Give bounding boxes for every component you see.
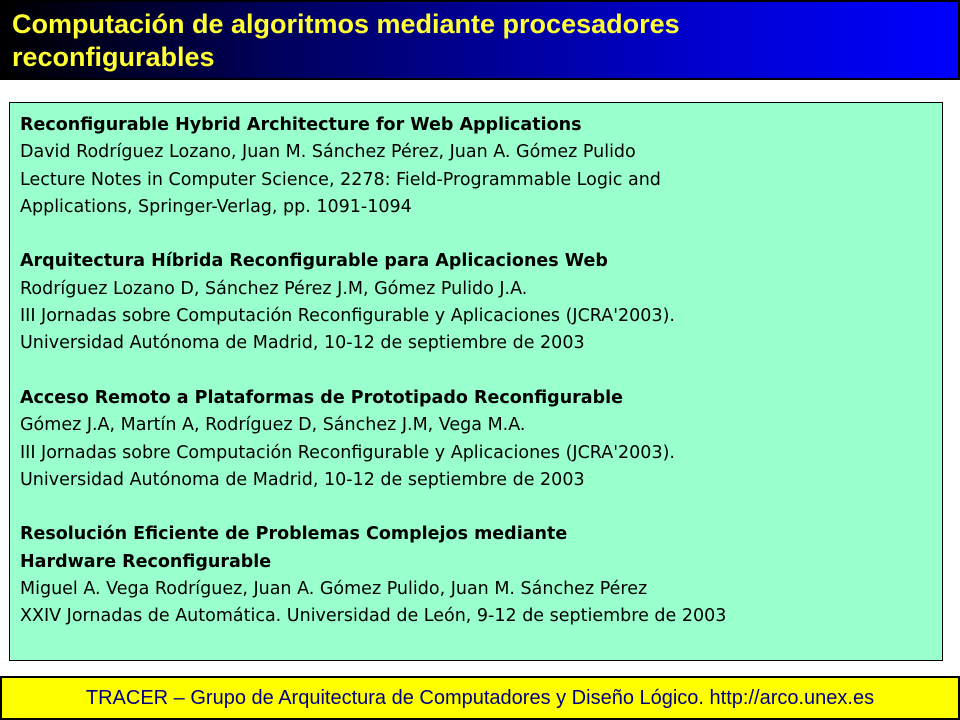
footer-text: TRACER – Grupo de Arquitectura de Computadores y Diseño Lógico. http://arco.unex.es <box>85 687 875 709</box>
publication-venue: Applications, Springer-Verlag, pp. 1091-1094 <box>20 196 412 217</box>
publication-authors: David Rodríguez Lozano, Juan M. Sánchez Pérez, Juan A. Gómez Pulido <box>20 142 636 163</box>
publication-3 <box>20 385 936 494</box>
publication-1 <box>20 112 936 221</box>
page-title-line-1: Computación de algoritmos mediante procesadores <box>12 9 680 39</box>
publication-title: Hardware Reconfigurable <box>20 551 272 572</box>
publication-title: Reconfigurable Hybrid Architecture for Web Applications <box>20 115 582 135</box>
publication-authors: Miguel A. Vega Rodríguez, Juan A. Gómez Pulido, Juan M. Sánchez Pérez <box>20 579 648 600</box>
publication-list <box>20 112 936 658</box>
publication-2 <box>20 248 936 357</box>
publication-title: Arquitectura Híbrida Reconfigurable para Aplicaciones Web <box>20 251 608 272</box>
publication-title: Resolución Eficiente de Problemas Complejos mediante <box>20 524 568 545</box>
publication-venue: Universidad Autónoma de Madrid, 10-12 de septiembre de 2003 <box>20 333 585 354</box>
publication-venue: III Jornadas sobre Computación Reconfigurable y Aplicaciones (JCRA'2003). <box>20 306 675 327</box>
publication-venue: Universidad Autónoma de Madrid, 10-12 de septiembre de 2003 <box>20 469 585 490</box>
publication-title: Acceso Remoto a Plataformas de Prototipado Reconfigurable <box>20 387 623 408</box>
publications-panel <box>9 102 943 661</box>
publication-venue: XXIV Jornadas de Automática. Universidad de León, 9-12 de septiembre de 2003 <box>20 606 727 627</box>
title-bar <box>0 0 960 80</box>
footer-bar <box>0 676 960 720</box>
page-title <box>12 8 942 74</box>
publication-venue: Lecture Notes in Computer Science, 2278: Field-Programmable Logic and <box>20 169 661 190</box>
page-title-line-2: reconfigurables <box>12 42 215 72</box>
publication-4 <box>20 521 936 630</box>
publication-authors: Gómez J.A, Martín A, Rodríguez D, Sánchez J.M, Vega M.A. <box>20 415 526 436</box>
publication-venue: III Jornadas sobre Computación Reconfigurable y Aplicaciones (JCRA'2003). <box>20 442 675 463</box>
publication-authors: Rodríguez Lozano D, Sánchez Pérez J.M, Gómez Pulido J.A. <box>20 278 528 299</box>
